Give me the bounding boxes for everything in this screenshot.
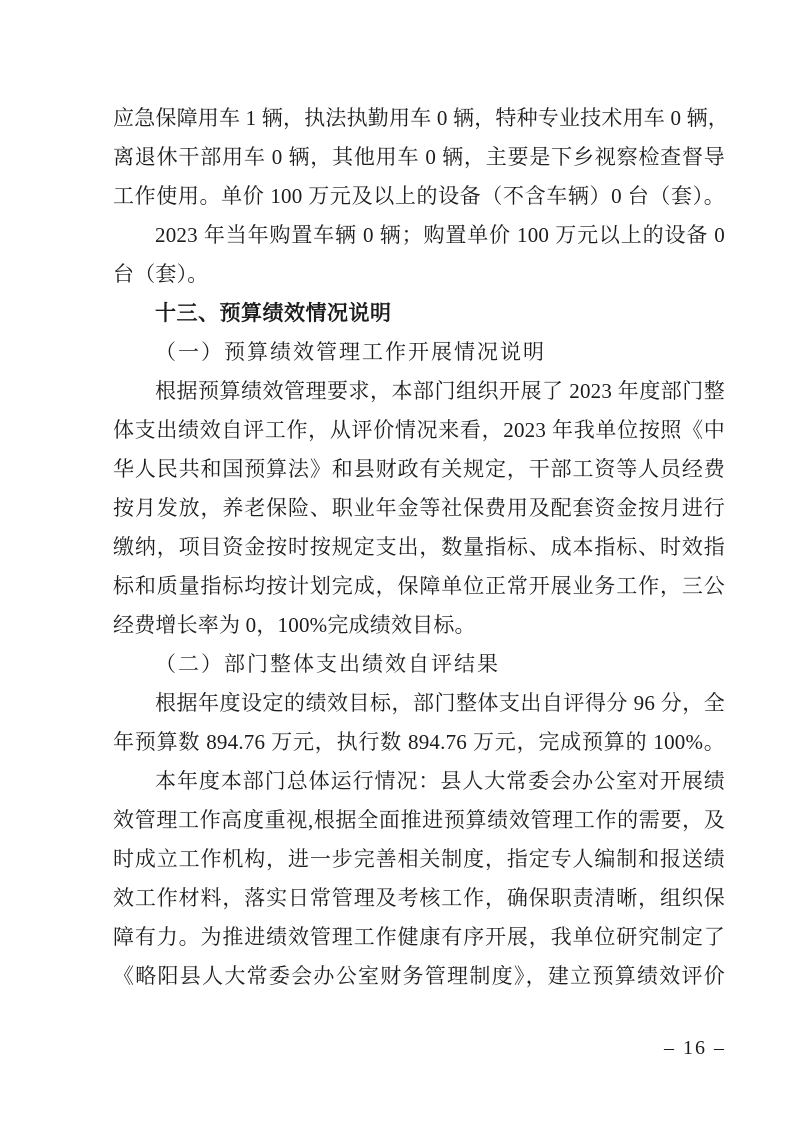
- body-line: 离退休干部用车 0 辆，其他用车 0 辆，主要是下乡视察检查督导: [113, 145, 725, 169]
- body-line: 标和质量指标均按计划完成，保障单位正常开展业务工作，三公: [113, 574, 725, 598]
- body-line: 华人民共和国预算法》和县财政有关规定，干部工资等人员经费: [113, 457, 725, 481]
- body-line: 工作使用。单价 100 万元及以上的设备（不含车辆）0 台（套）。: [113, 184, 725, 208]
- body-line: 根据年度设定的绩效目标，部门整体支出自评得分 96 分，全: [155, 691, 725, 715]
- subsection-heading-2: （二）部门整体支出绩效自评结果: [155, 652, 500, 676]
- body-line: 缴纳，项目资金按时按规定支出，数量指标、成本指标、时效指: [113, 535, 725, 559]
- body-line: 年预算数 894.76 万元，执行数 894.76 万元，完成预算的 100%。: [113, 730, 725, 754]
- body-line: 根据预算绩效管理要求，本部门组织开展了 2023 年度部门整: [155, 379, 725, 403]
- body-line: 障有力。为推进绩效管理工作健康有序开展，我单位研究制定了: [113, 925, 725, 949]
- body-line: 效工作材料，落实日常管理及考核工作，确保职责清晰，组织保: [113, 886, 725, 910]
- body-line: 本年度本部门总体运行情况：县人大常委会办公室对开展绩: [155, 769, 725, 793]
- section-heading-13: 十三、预算绩效情况说明: [155, 302, 392, 325]
- body-line: 《略阳县人大常委会办公室财务管理制度》，建立预算绩效评价: [113, 964, 725, 988]
- document-body: [113, 99, 729, 996]
- body-line: 2023 年当年购置车辆 0 辆；购置单价 100 万元以上的设备 0: [155, 223, 725, 247]
- page-number: – 16 –: [664, 1037, 726, 1059]
- body-line: 应急保障用车 1 辆，执法执勤用车 0 辆，特种专业技术用车 0 辆，: [113, 106, 729, 130]
- body-line: 时成立工作机构，进一步完善相关制度，指定专人编制和报送绩: [113, 847, 725, 871]
- body-line: 体支出绩效自评工作，从评价情况来看，2023 年我单位按照《中: [113, 418, 725, 442]
- body-line: 按月发放，养老保险、职业年金等社保费用及配套资金按月进行: [113, 496, 725, 520]
- body-line: 效管理工作高度重视,根据全面推进预算绩效管理工作的需要，及: [113, 808, 725, 832]
- body-line: 经费增长率为 0，100%完成绩效目标。: [113, 613, 476, 637]
- subsection-heading-1: （一）预算绩效管理工作开展情况说明: [155, 340, 546, 364]
- body-line: 台（套）。: [113, 262, 209, 286]
